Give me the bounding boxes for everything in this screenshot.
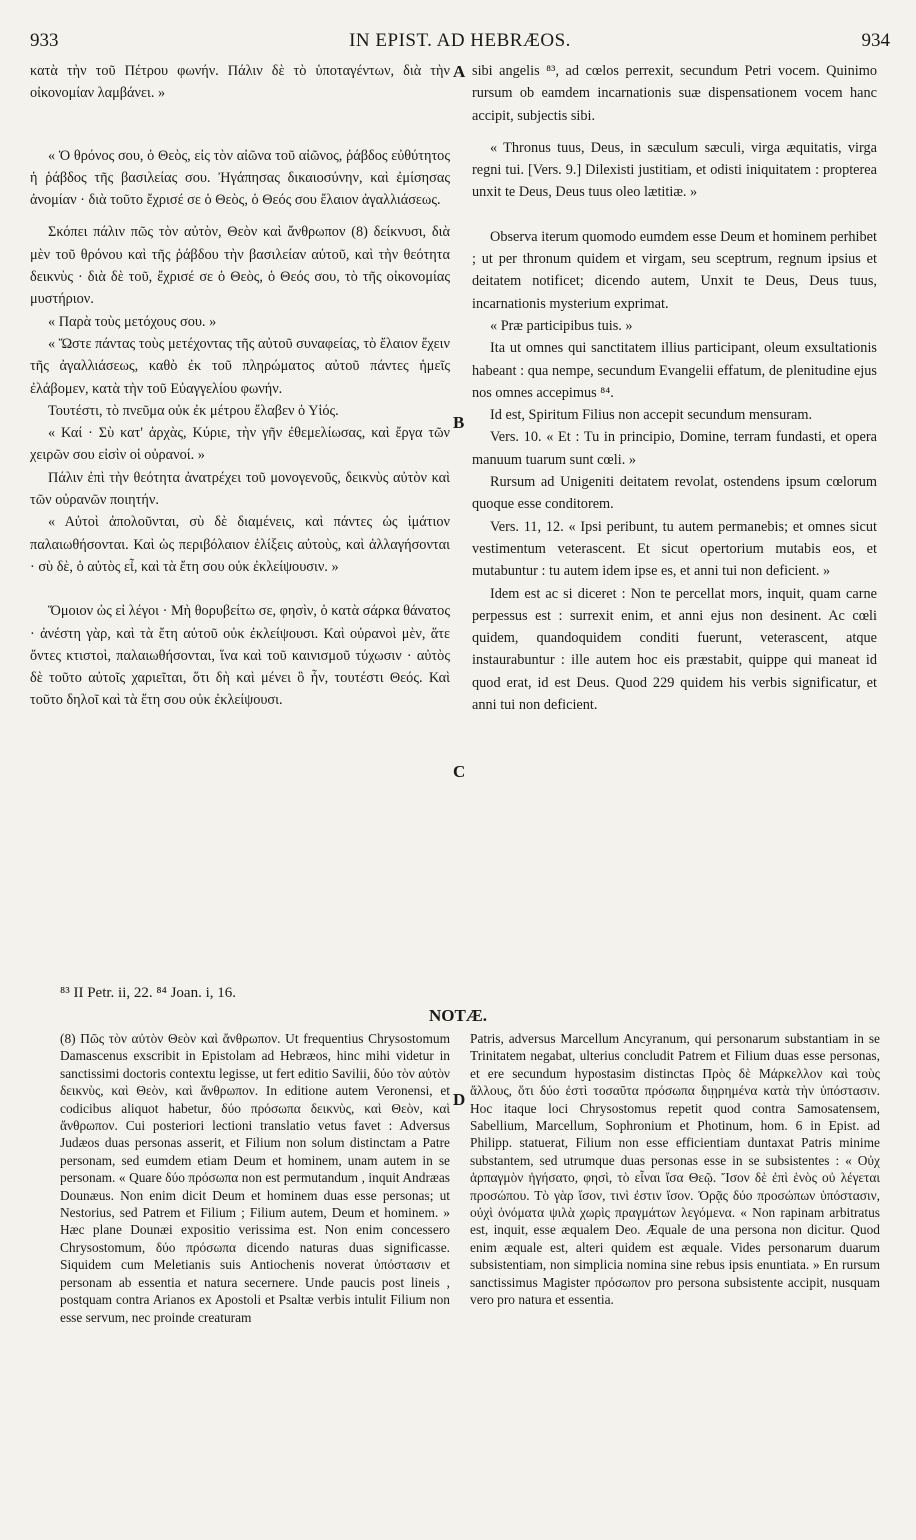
latin-paragraph: Vers. 10. « Et : Tu in principio, Domine, terram fundasti, et opera manuum tuarum sunt cœli. »: [472, 429, 877, 468]
greek-paragraph: « Αὐτοὶ ἀπολοῦνται, σὺ δὲ διαμένεις, καὶ πάντες ὡς ἱμάτιον παλαιωθήσονται. Καὶ ὡς περιβόλαιον ἑλίξεις αὐτοὺς, καὶ ἀλλαγήσονται · σὺ δὲ, ὁ αὐτὸς εἶ, καὶ τὰ ἔτη σου οὐκ ἐκλείψουσιν. »: [30, 514, 450, 575]
greek-paragraph: « Ὥστε πάντας τοὺς μετέχοντας τῆς αὐτοῦ συναφείας, τὸ ἔλαιον ἔχειν τῆς ἀγαλλιάσεως, καθὸ ἐκ τοῦ πληρώματος αὐτοῦ πάντες ἡμεῖς ἐλάβομεν, κατὰ τὴν τοῦ Εὐαγγελίου φωνήν.: [30, 335, 450, 397]
latin-paragraph: Idem est ac si diceret : Non te percellat mors, inquit, quam carne perpessus est : surrexit enim, et anni ejus non desinent. Ac cœli quidem, quandoquidem conditi fuerunt, veterascent, atque instaurabuntur : ille autem hoc eis præstabit, quippe qui maneat id quod erat, id est Deus. Quod 229 quidem his verbis significatur, et anni tui non deficient.: [472, 585, 877, 714]
page-number-right: 934: [861, 30, 890, 51]
margin-letter-c: C: [453, 762, 466, 781]
latin-column: [472, 60, 877, 716]
greek-column: [30, 60, 450, 712]
greek-paragraph: « Ὁ θρόνος σου, ὁ Θεὸς, εἰς τὸν αἰῶνα τοῦ αἰῶνος, ῥάβδος εὐθύτητος ἡ ῥάβδος τῆς βασιλείας σου. Ἠγάπησας δικαιοσύνην, καὶ ἐμίσησας ἀνομίαν · διὰ τοῦτο ἔχρισέ σε ὁ Θεὸς, ὁ Θεός σου ἔλαιον ἀγαλλιάσεως.: [30, 147, 450, 209]
latin-paragraph: « Præ participibus tuis. »: [490, 317, 633, 334]
notes-heading: NOTÆ.: [428, 1006, 488, 1025]
latin-paragraph: sibi angelis ⁸³, ad cœlos perrexit, secundum Petri vocem. Quinimo rursum ob eamdem incarnationis suæ dispensationem vocem hanc accipit, subjectis sibi.: [472, 63, 877, 124]
margin-letter-d: D: [453, 1090, 466, 1109]
greek-paragraph: Ὅμοιον ὡς εἰ λέγοι · Μὴ θορυβείτω σε, φησὶν, ὁ κατὰ σάρκα θάνατος · ἀνέστη γὰρ, καὶ τὰ ἔτη αὐτοῦ οὐκ ἐκλείψουσι. Καὶ οὐρανοὶ μὲν, ἅτε ὄντες κτιστοὶ, παλαιωθήσονται, ἵνα καὶ τοῦ καινισμοῦ τύχωσιν · αὐτὸς δὲ τοῦτο αὐτοῖς χαριεῖται, ὅτι δὴ καὶ μένει ὃ ἦν, τουτέστι Θεός. Καὶ τοῦτο δηλοῖ καὶ τὰ ἔτη σου οὐκ ἐκλείψουσι.: [30, 603, 450, 709]
page-header: [30, 30, 890, 60]
footnote: ⁸³ II Petr. ii, 22. ⁸⁴ Joan. i, 16.: [60, 985, 237, 1001]
greek-paragraph: « Παρὰ τοὺς μετόχους σου. »: [48, 313, 217, 330]
latin-paragraph: Rursum ad Unigeniti deitatem revolat, ostendens ipsum cœlorum quoque esse conditorem.: [472, 474, 877, 513]
page-number-left: 933: [30, 30, 59, 51]
greek-paragraph: Σκόπει πάλιν πῶς τὸν αὐτὸν, Θεὸν καὶ ἄνθρωπον (8) δείκνυσι, διὰ μὲν τοῦ θρόνου καὶ τῆς ῥάβδου τὴν βασιλείαν αὐτοῦ, καὶ τὴν θεότητα δεικνὺς · διὰ δὲ τοῦ, ἔχρισέ σε ὁ Θεὸς, ὁ Θεός σου, τὸ τῆς οἰκονομίας μυστήριον.: [30, 224, 450, 308]
margin-letter-b: B: [453, 413, 465, 432]
running-title: IN EPIST. AD HEBRÆOS.: [349, 30, 571, 51]
greek-paragraph: « Καί · Σὺ κατ' ἀρχὰς, Κύριε, τὴν γῆν ἐθεμελίωσας, καὶ ἔργα τῶν χειρῶν σου εἰσὶν οἱ οὐρανοί. »: [30, 425, 450, 464]
notes-column-left: [60, 1030, 450, 1326]
latin-paragraph: Vers. 11, 12. « Ipsi peribunt, tu autem permanebis; et omnes sicut vestimentum veterascent. Et sicut opertorium mutabis eos, et mutabuntur : tu autem idem ipse es, et anni tui non deficient. »: [472, 518, 877, 580]
greek-paragraph: κατὰ τὴν τοῦ Πέτρου φωνήν. Πάλιν δὲ τὸ ὑποταγέντων, διὰ τὴν οἰκονομίαν λαμβάνει. »: [30, 63, 450, 102]
greek-paragraph: Τουτέστι, τὸ πνεῦμα οὐκ ἐκ μέτρου ἔλαβεν ὁ Υἱός.: [48, 402, 339, 419]
note-paragraph: (8) Πῶς τὸν αὐτὸν Θεὸν καὶ ἄνθρωπον. Ut frequentius Chrysostomum Damascenus exscribit in Epistolam ad Hebræos, hinc mihi videtur in sanctissimi doctoris contextu legisse, ut fert editio Savilii, δύο τὸν αὐτὸν δεικνὺς, καὶ Θεὸν, καὶ ἄνθρωπον. In editione autem Veronensi, et codicibus aliquot habetur, δύο πρόσωπα δεικνὺς, καὶ Θεὸν, καὶ ἄνθρωπον. Cui posteriori lectioni translatio vetus favet : Adversus Judæos duas personas asserit, et Filium non solum distinctam a Patre personam, sed eumdem etiam Deum et hominem, unam autem in se personam. « Quare δύο πρόσωπα non est permutandum , inquit Andræas Dounæus. Non enim dicit Deum et hominem duas esse personas; ut Nestorius, sed Patrem et Filium ; Filium autem, Deum et hominem. » Hæc plane Dounæi expositio verissima est. Non enim concessero Chrysostomum, δύο πρόσωπα dicendo naturas duas significasse. Siquidem cum Meletianis suis Antiochenis noverat ὑπόστασιν et personam ab essentia et natura secernere. Unde paucis post lineis , postquam contra Arianos ex Apostoli et Psaltæ verbis intulit Filium non esse servum, nec proinde creaturam: [60, 1031, 450, 1325]
greek-paragraph: Πάλιν ἐπὶ τὴν θεότητα ἀνατρέχει τοῦ μονογενοῦς, δεικνὺς αὐτὸν καὶ τῶν οὐρανῶν ποιητήν.: [30, 469, 450, 509]
latin-paragraph: Ita ut omnes qui sanctitatem illius participant, oleum exsultationis habeant : qua nempe, secundum Evangelii effatum, de plenitudine ejus nos omnes accepimus ⁸⁴.: [472, 340, 877, 401]
notes-column-right: [470, 1030, 880, 1309]
margin-letter-a: A: [453, 62, 466, 81]
note-paragraph: Patris, adversus Marcellum Ancyranum, qui personarum substantiam in se Trinitatem negabat, ulterius concludit Patrem et Filium duas esse personas, et ere secundum hypostasim distinctas Πρὸς δὲ Μάρκελλον καὶ τοὺς ἄλλους, ὅτι δύο ἐστὶ τοσαῦτα πρόσωπα διῃρημένα κατὰ τὴν ὑπόστασιν. Hoc itaque loci Chrysostomus repetit quod contra Samosatensem, Sabellium, Marcellum, Sophronium et Photinum, hom. 6 in Epist. ad Philipp. statuerat, Filium non esse efficientiam duntaxat Patris minime substantem, sed utrumque duas personas esse in se subsistentes : « Οὐχ ἁρπαγμὸν ἡγήσατο, φησὶ, τὸ εἶναι ἴσα Θεῷ. Ἴσον δὲ ἐπὶ ἑνὸς οὐ λέγεται προσώπου. Τὸ γὰρ ἴσον, τινὶ ἐστιν ἴσον. Ὁρᾷς δύο προσώπων ὑπόστασιν, οὐχὶ ὀνόματα ψιλὰ χωρὶς πραγμάτων λεγόμενα. « Non rapinam arbitratus est, inquit, esse æqualem Deo. Æquale de una persona non dicitur. Quod enim æquale est, alteri quidem est æquale. Vides personarum duarum subsistentiam, non simplicia nomina sine rebus ipsis enuntiata. » En rursum sanctissimus Magister πρόσωπον pro persona subsistente accipit, nusquam vero pro natura et essentia.: [470, 1031, 880, 1308]
latin-paragraph: « Thronus tuus, Deus, in sæculum sæculi, virga æquitatis, virga regni tui. [Vers. 9.] Dilexisti justitiam, et odisti iniquitatem : propterea unxit te Deus, Deus tuus oleo lætitiæ. »: [472, 139, 877, 201]
latin-paragraph: Id est, Spiritum Filius non accepit secundum mensuram.: [490, 407, 813, 424]
latin-paragraph: Observa iterum quomodo eumdem esse Deum et hominem perhibet ; ut per thronum quidem et virgam, seu sceptrum, regnum ipsius et deitatem notificet; dicendo autem, Unxit te Deus, Deus tuus, incarnationis mysterium exprimat.: [472, 228, 877, 312]
